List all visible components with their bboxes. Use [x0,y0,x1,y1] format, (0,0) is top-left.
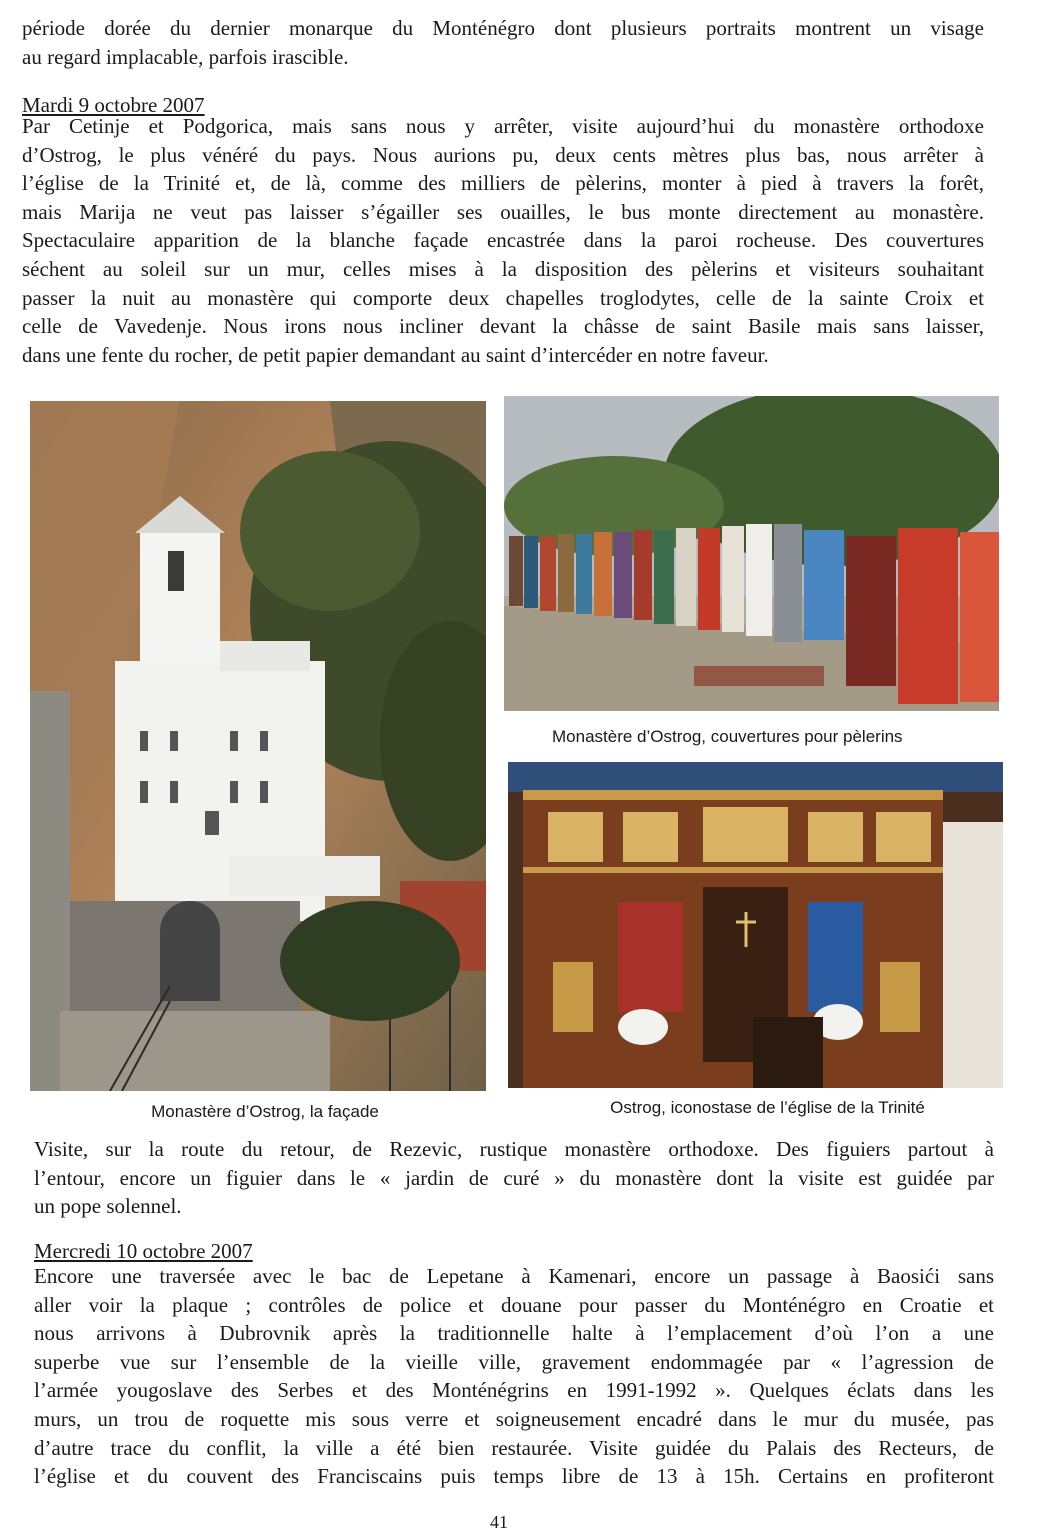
text-line: un pope solennel. [34,1194,182,1219]
text-line: d’autre trace du conflit, la ville a été bien restaurée. Visite guidée du Palais des Recteurs, de [34,1435,994,1460]
text-line: passer la nuit au monastère qui comporte deux chapelles troglodytes, celle de la sainte Croix et [22,285,984,310]
caption-blankets: Monastère d’Ostrog, couvertures pour pèlerins [552,727,903,746]
date-heading-wednesday: Mercredi 10 octobre 2007 [34,1239,253,1263]
text-line: celle de Vavedenje. Nous irons nous incliner devant la châsse de saint Basile mais sans laisser, [22,314,984,339]
text-line: au regard implacable, parfois irascible. [22,44,349,69]
text-line: murs, un trou de roquette mis sous verre et soigneusement encadré dans le mur du musée, pas [34,1406,994,1431]
text-line: d’Ostrog, le plus vénéré du pays. Nous aurions pu, deux cents mètres plus bas, nous arrêter à [22,142,984,167]
text-line: l’église de la Trinité et, de là, comme des milliers de pèlerins, monter à pied à travers la forêt, [22,171,984,196]
text-line: aller voir la plaque ; contrôles de police et douane pour passer du Monténégro en Croatie et [34,1292,994,1317]
text-line: l’entour, encore un figuier dans le « jardin de curé » du monastère dont la visite est guidée par [34,1165,994,1190]
text-line: nous arrivons à Dubrovnik après la traditionnelle halte à l’emplacement d’où l’on a une [34,1321,994,1346]
day2-paragraph [34,1262,994,1491]
intro-paragraph [22,14,984,71]
text-line: l’église et du couvent des Franciscains puis temps libre de 13 à 15h. Certains en profiteront [34,1464,994,1489]
text-line: séchent au soleil sur un mur, celles mises à la disposition des pèlerins et visiteurs souhaitant [22,256,984,281]
text-line: Visite, sur la route du retour, de Rezevic, rustique monastère orthodoxe. Des figuiers partout à [34,1137,994,1161]
caption-facade: Monastère d’Ostrog, la façade [151,1102,379,1121]
page-number: 41 [490,1512,508,1532]
text-line: l’armée yougoslave des Serbes et des Monténégrins en 1991-1992 ». Quelques éclats dans les [34,1378,994,1403]
text-line: période dorée du dernier monarque du Monténégro dont plusieurs portraits montrent un visage [22,16,984,40]
day1-paragraph [22,112,984,369]
photo-blankets-on-wall [504,396,999,711]
text-line: Encore une traversée avec le bac de Lepetane à Kamenari, encore un passage à Baosići sans [34,1264,994,1288]
rezevic-paragraph [34,1135,994,1221]
text-line: Spectaculaire apparition de la blanche façade encastrée dans la paroi rocheuse. Des couvertures [22,228,984,253]
text-line: dans une fente du rocher, de petit papier demandant au saint d’intercéder en notre faveur. [22,342,769,367]
caption-iconostasis: Ostrog, iconostase de l’église de la Trinité [610,1098,925,1117]
photo-monastery-facade [30,401,486,1091]
text-line: superbe vue sur l’ensemble de la vieille ville, gravement endommagée par « l’agression de [34,1349,994,1374]
text-line: Par Cetinje et Podgorica, mais sans nous y arrêter, visite aujourd’hui du monastère orthodoxe [22,114,984,138]
photo-iconostasis [508,762,1003,1088]
text-line: mais Marija ne veut pas laisser s’égailler ses ouailles, le bus monte directement au monastère. [22,199,984,224]
date-heading-tuesday: Mardi 9 octobre 2007 [22,93,205,117]
